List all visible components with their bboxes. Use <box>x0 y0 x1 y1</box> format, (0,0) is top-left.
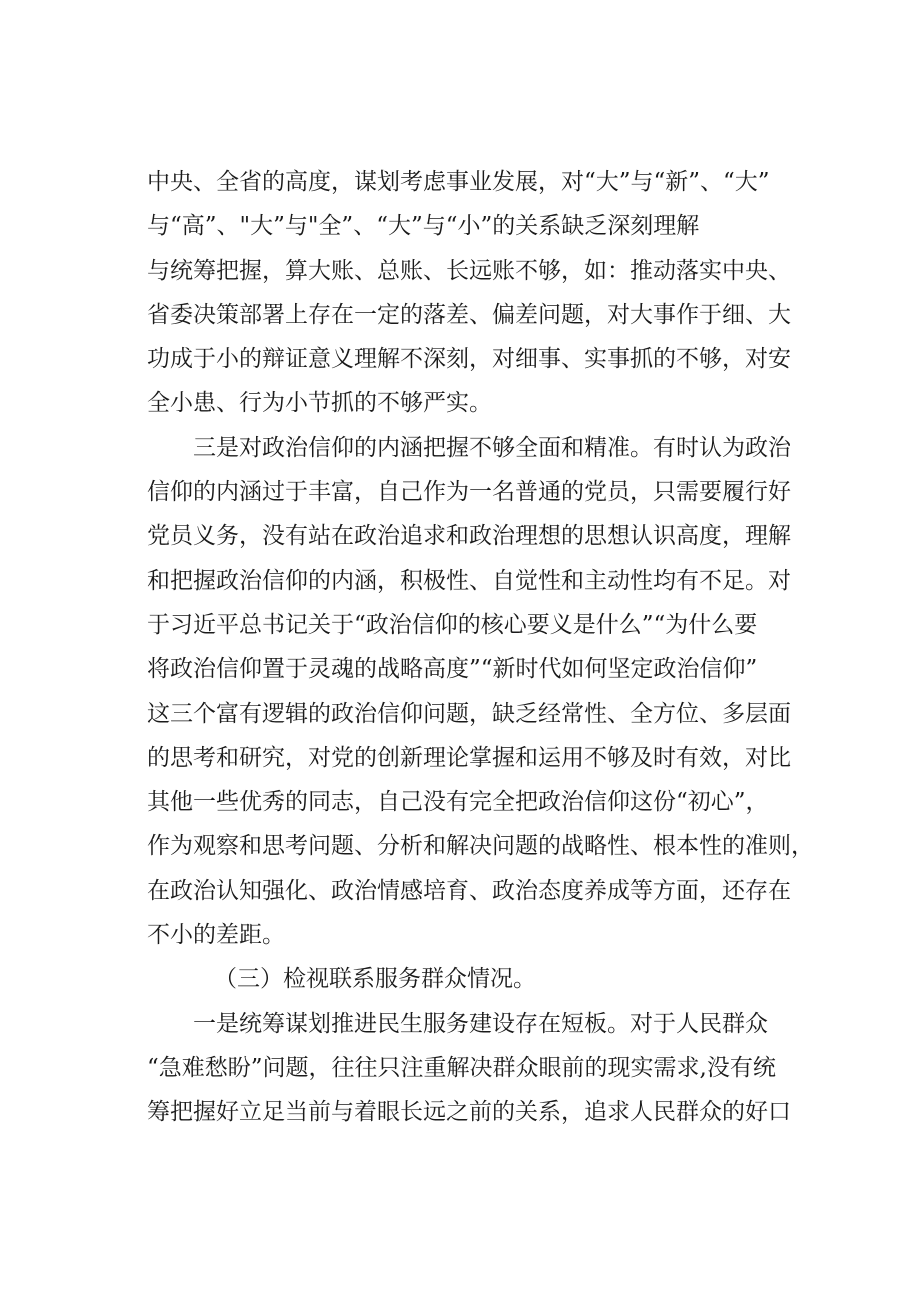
text-line: 一是统筹谋划推进民生服务建设存在短板。对于人民群众 <box>193 1010 768 1037</box>
text-line: 将政治信仰置于灵魂的战略高度”“新时代如何坚定政治信仰” <box>147 656 758 683</box>
text-line: 党员义务，没有站在政治追求和政治理想的思想认识高度，理解 <box>147 523 791 550</box>
section-heading: （三）检视联系服务群众情况。 <box>214 966 536 993</box>
text-line: 于习近平总书记关于“政治信仰的核心要义是什么”“为什么要 <box>147 611 758 638</box>
text-line: “急难愁盼”问题，往往只注重解决群众眼前的现实需求,没有统 <box>147 1054 776 1081</box>
text-line: 省委决策部署上存在一定的落差、偏差问题，对大事作于细、大 <box>147 301 791 328</box>
text-line: 不小的差距。 <box>147 922 285 949</box>
document-body <box>147 160 814 1135</box>
text-line: 在政治认知强化、政治情感培育、政治态度养成等方面，还存在 <box>147 877 791 904</box>
text-line: 与统筹把握，算大账、总账、长远账不够，如：推动落实中央、 <box>147 257 791 284</box>
paragraph-3 <box>147 1002 807 1135</box>
text-line: 作为观察和思考问题、分析和解决问题的战略性、根本性的准则， <box>147 833 814 860</box>
text-line: 这三个富有逻辑的政治信仰问题，缺乏经常性、全方位、多层面 <box>147 700 791 727</box>
text-line: 功成于小的辩证意义理解不深刻，对细事、实事抓的不够，对安 <box>147 346 791 373</box>
text-line: 和把握政治信仰的内涵，积极性、自觉性和主动性均有不足。对 <box>147 567 791 594</box>
text-line: 筹把握好立足当前与着眼长远之前的关系，追求人民群众的好口 <box>147 1099 791 1126</box>
text-line: 三是对政治信仰的内涵把握不够全面和精准。有时认为政治 <box>193 434 791 461</box>
text-line: 信仰的内涵过于丰富，自己作为一名普通的党员，只需要履行好 <box>147 479 791 506</box>
text-line: 与“高”、"大”与"全”、“大”与“小”的关系缺乏深刻理解 <box>147 213 700 240</box>
text-line: 其他一些优秀的同志，自己没有完全把政治信仰这份“初心”， <box>147 789 769 816</box>
paragraph-2 <box>147 426 814 958</box>
paragraph-1 <box>147 160 807 426</box>
text-line: 的思考和研究，对党的创新理论掌握和运用不够及时有效，对比 <box>147 744 791 771</box>
text-line: 中央、全省的高度，谋划考虑事业发展，对“大”与“新”、“大” <box>147 169 770 195</box>
text-line: 全小患、行为小节抓的不够严实。 <box>147 390 492 417</box>
